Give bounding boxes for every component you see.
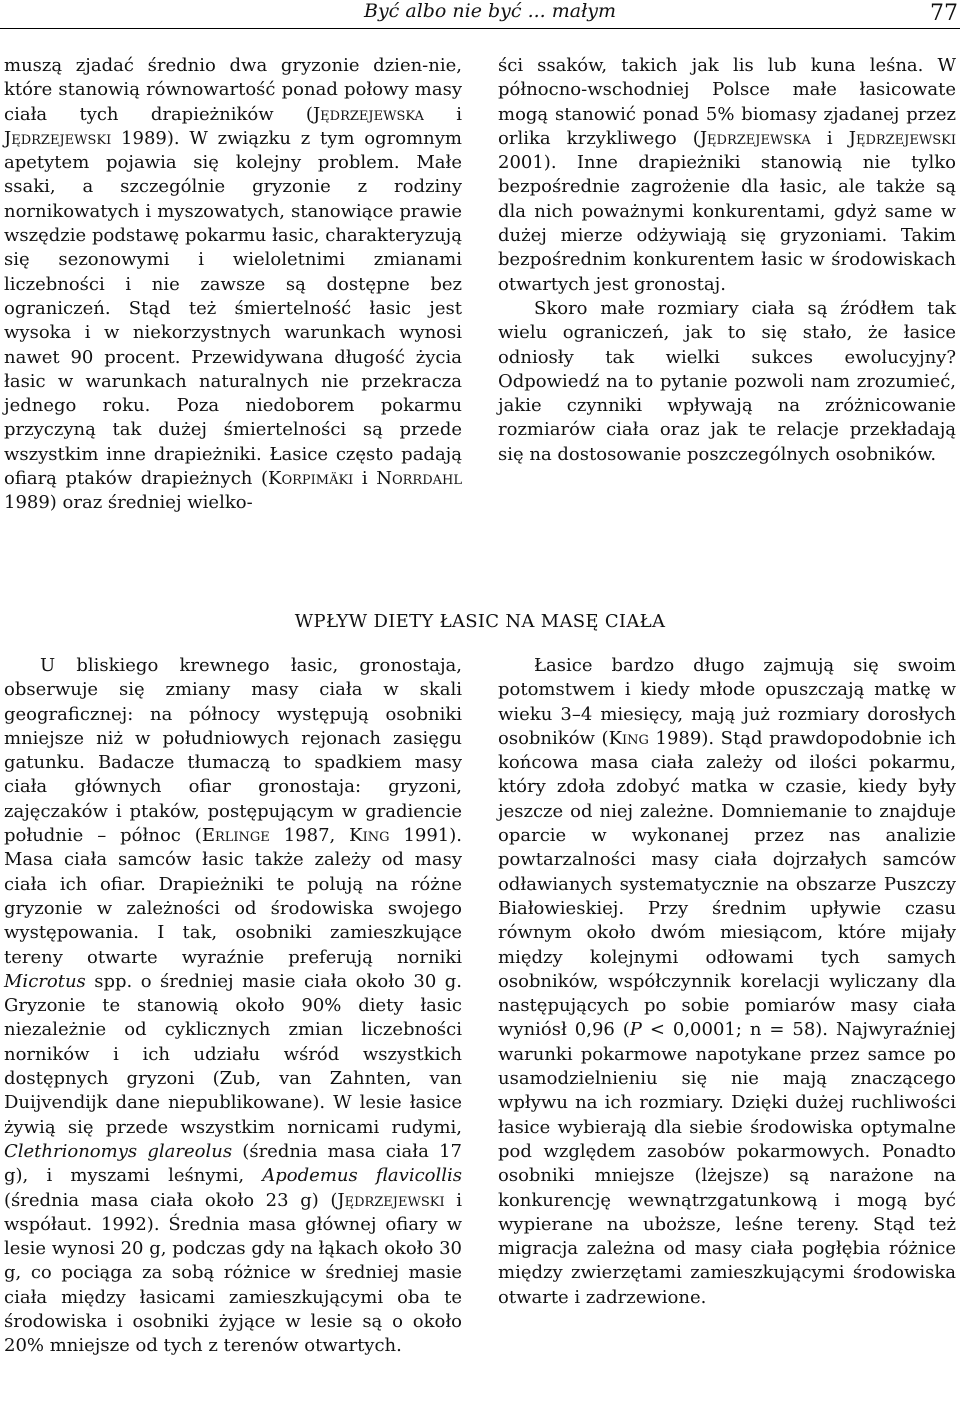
author-name: Jędrzejewska (312, 103, 424, 125)
text-run: spp. o średniej masie ciała około 30 g. Gryzonie te stanowią około 90% diety łasic niezależnie od cyklicznych zmian liczebności norników i ich udziału wśród wszystkich dostępnych gryzoni (Zub, van Zahnten, van Duijvendijk dane niepublikowane). W lesie łasice żywią się przede wszystkim nornicami rudymi, (4, 970, 462, 1138)
text-run: i współaut. 1992). Średnia masa głównej ofiary w lesie wynosi 20 g, podczas gdy na łąkach około 30 g, co pociąga za sobą różnice w średniej masie ciała między łasicami zamieszkującymi oba te środowiska i osobniki żyjące w lesie są o około 20% mniejsze od tych z terenów otwartych. (4, 1189, 462, 1357)
text-run: i (423, 103, 462, 125)
page-number: 77 (930, 1, 958, 26)
author-name: King (608, 727, 649, 749)
text-run: muszą zjadać średnio dwa gryzonie dzien-nie, które stanowią równowartość ponad połowy masy ciała tych drapieżników ( (4, 55, 462, 125)
author-name: Korpimäki (268, 468, 354, 490)
running-title: Być albo nie być ... małym (363, 0, 616, 22)
species-name: Apodemus flavicollis (262, 1165, 462, 1187)
text-run: i (810, 127, 849, 149)
author-name: Jędrzejewski (337, 1189, 445, 1211)
text-run: (średnia masa ciała 17 g), i myszami leśnymi, (4, 1140, 462, 1187)
text-run: ści ssaków, takich jak lis lub kuna leśna. W północno-wschodniej Polsce małe łasicowate mogą stanowić ponad 5% biomasy zjadanej przez orlika krzykliwego ( (498, 55, 956, 149)
species-name: Microtus (4, 970, 86, 992)
paragraph (498, 654, 956, 1310)
species-name: P (629, 1019, 642, 1041)
continuation-right-column (498, 54, 956, 467)
page-header (0, 0, 960, 32)
author-name: Jędrzejewski (848, 127, 956, 149)
text-run: Skoro małe rozmiary ciała są źródłem tak wielu ograniczeń, jak to się stało, że łasice odniosły tak wielki sukces ewolucyjny? Odpowiedź na to pytanie pozwoli nam zrozumieć, jakie czynniki wpływają na zróżnicowanie rozmiarów ciała oraz jak te relacje przekładają się na dostosowanie poszczególnych osobników. (498, 297, 956, 465)
text-run: 2001). Inne drapieżniki stanowią nie tylko bezpośrednie zagrożenie dla łasic, ale także są dla nich poważnymi konkurentami, gdyż same w dużej mierze odżywiają się gryzoniami. Takim bezpośrednim konkurentem łasic w środowiskach otwartych jest gronostaj. (498, 152, 956, 295)
text-run: 1989) oraz średniej wielko- (4, 492, 253, 514)
paragraph (498, 54, 956, 297)
author-name: Jędrzejewski (4, 127, 112, 149)
paragraph (4, 654, 462, 1359)
text-run: 1991). Masa ciała samców łasic także zależy od masy ciała ich ofiar. Drapieżniki te polują na różne gryzonie w zależności od środowiska swojego występowania. I tak, osobniki zamieszkujące tereny otwarte wyraźnie preferują norniki (4, 825, 462, 968)
text-run: < 0,0001; n = 58). Najwyraźniej warunki pokarmowe napotykane przez samce po usamodzielnieniu się nie mają znaczącego wpływu na ich rozmiary. Dzięki dużej ruchliwości łasice wybierają dla siebie środowiska optymalne pod względem zasobów pokarmowych. Ponadto osobniki mniejsze (lżejsze) są narażone na konkurencję wewnątrzgatunkową i mogą być wypierane na uboższe, leśne tereny. Stąd też migracja zależna od masy ciała pogłębia różnice między zwierzętami zamieszkującymi środowiska otwarte i zadrzewione. (498, 1019, 956, 1308)
author-name: King (349, 825, 390, 847)
text-run: 1989). W związku z tym ogromnym apetytem pojawia się kolejny problem. Małe ssaki, a szczególnie gryzonie z rodziny nornikowatych i myszowatych, stanowiące prawie wszędzie podstawę pokarmu łasic, charakteryzują się sezonowymi i wieloletnimi zmianami liczebności i nie zawsze są dostępne bez ograniczeń. Stąd też śmiertelność łasic jest wysoka i w niekorzystnych warunkach wynosi nawet 90 procent. Przewidywana długość życia łasic w warunkach naturalnych nie przekracza jednego roku. Poza niedoborem pokarmu przyczyną tak dużej śmiertelności są przede wszystkim inne drapieżniki. Łasice często padają ofiarą ptaków drapieżnych ( (4, 127, 462, 490)
text-run: Łasice bardzo długo zajmują się swoim potomstwem i kiedy młode opuszczają matkę w wieku 3–4 miesięcy, mają już rozmiary dorosłych osobników ( (498, 655, 956, 749)
text-run: U bliskiego krewnego łasic, gronostaja, obserwuje się zmiany masy ciała w skali geograficznej: na północy występują osobniki mniejsze niż w południowych rejonach zasięgu gatunku. Badacze tłumaczą to spadkiem masy ciała głównych ofiar gronostaja: gryzoni, zajęczaków i ptaków, postępującym w gradiencie południe – północ ( (4, 655, 462, 847)
header-rule (0, 28, 960, 29)
text-run: 1987, (269, 825, 350, 847)
continuation-left-column (4, 54, 462, 516)
author-name: Jędrzejewska (699, 127, 811, 149)
paragraph (498, 297, 956, 467)
text-run: (średnia masa ciała około 23 g) ( (4, 1189, 338, 1211)
species-name: Clethrionomys glareolus (4, 1140, 233, 1162)
paragraph (4, 54, 462, 516)
section-heading: WPŁYW DIETY ŁASIC NA MASĘ CIAŁA (294, 611, 666, 632)
text-run: i (353, 468, 377, 490)
text-run: 1989). Stąd prawdopodobnie ich końcowa masa ciała zależy od ilości pokarmu, który zdoła zdobyć matka w czasie, kiedy były jeszcze od niej zależne. Domniemanie to znajduje oparcie w wykonanej przez nas analizie powtarzalności masy ciała dojrzałych samców odławianych systematycznie na obszarze Puszczy Białowieskiej. Przy średnim upływie czasu równym około dwóm miesiącom, które mijały między kolejnymi odłowami tych samych osobników, współczynnik korelacji wyliczany dla następujących po sobie pomiarów masy ciała wyniósł 0,96 ( (498, 727, 956, 1041)
diet-right-column (498, 654, 956, 1310)
author-name: Norrdahl (376, 468, 462, 490)
diet-left-column (4, 654, 462, 1359)
author-name: Erlinge (201, 825, 270, 847)
